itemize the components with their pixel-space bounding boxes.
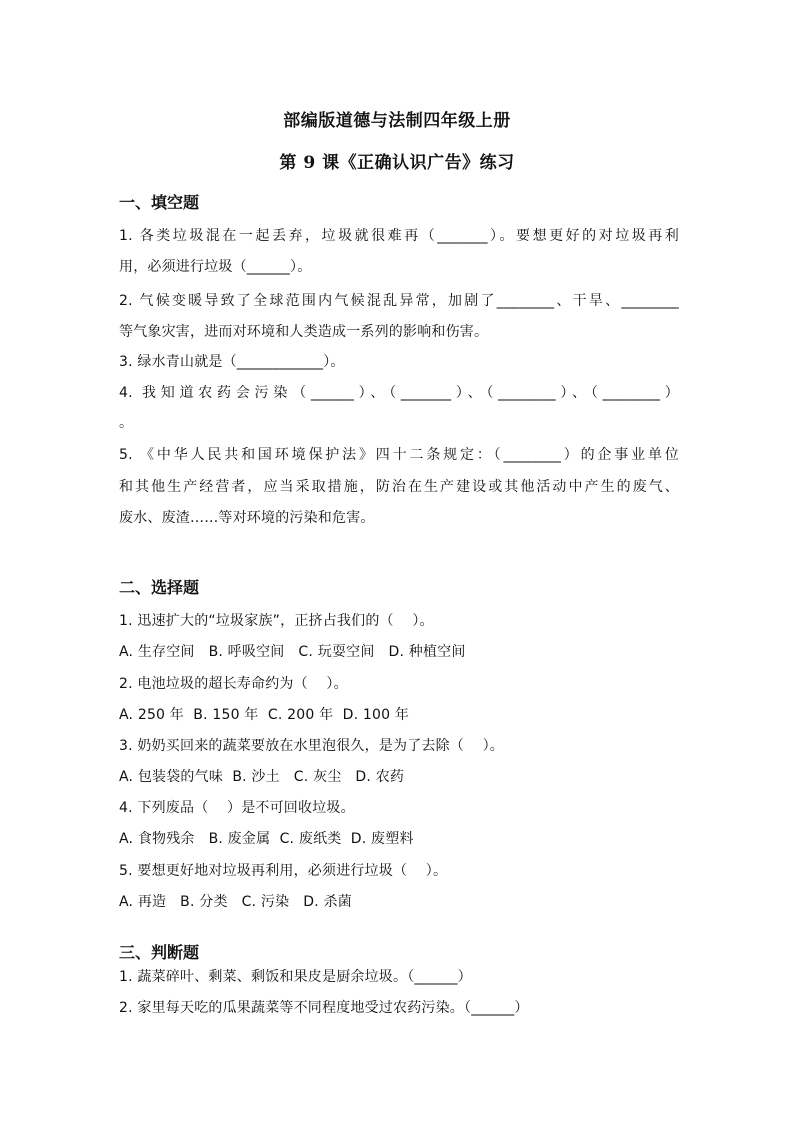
fill-in-line: 5. 《中华人民共和国环境保护法》四十二条规定：（________）的企事业单位: [119, 447, 679, 463]
choice-question: 2. 电池垃圾的超长寿命约为（ ）。: [119, 676, 348, 692]
fill-in-line: 废水、废渣……等对环境的污染和危害。: [119, 510, 375, 526]
fill-in-line: 。: [119, 415, 134, 431]
document-title: 部编版道德与法制四年级上册: [283, 111, 511, 131]
choice-options: A. 食物残余 B. 废金属 C. 废纸类 D. 废塑料: [119, 831, 414, 847]
choice-options: A. 生存空间 B. 呼吸空间 C. 玩耍空间 D. 种植空间: [119, 644, 466, 660]
fill-in-line: 用，必须进行垃圾（______）。: [119, 259, 312, 275]
choice-question: 3. 奶奶买回来的蔬菜要放在水里泡很久，是为了去除（ ）。: [119, 738, 505, 754]
fill-in-line: 等气象灾害，进而对环境和人类造成一系列的影响和伤害。: [119, 324, 489, 340]
choice-options: A. 再造 B. 分类 C. 污染 D. 杀菌: [119, 894, 352, 910]
choice-question: 5. 要想更好地对垃圾再利用，必须进行垃圾（ ）。: [119, 863, 448, 879]
fill-in-line: 和其他生产经营者，应当采取措施，防治在生产建设或其他活动中产生的废气、: [119, 479, 679, 495]
document-subtitle: 第 9 课《正确认识广告》练习: [279, 153, 515, 173]
choice-options: A. 包装袋的气味 B. 沙土 C. 灰尘 D. 农药: [119, 769, 405, 785]
judgement-question: 1. 蔬菜碎叶、剩菜、剩饭和果皮是厨余垃圾。（______）: [119, 969, 472, 985]
fill-in-line: 4. 我知道农药会污染（______）、（_______）、（________）、（________）: [119, 385, 679, 401]
section-multiple-choice-heading: 二、选择题: [119, 578, 200, 597]
section-true-false-heading: 三、判断题: [119, 943, 200, 962]
judgement-question: 2. 家里每天吃的瓜果蔬菜等不同程度地受过农药污染。（______）: [119, 1000, 529, 1016]
choice-question: 4. 下列废品（ ）是不可回收垃圾。: [119, 800, 355, 816]
section-fill-in-heading: 一、填空题: [119, 193, 200, 212]
choice-question: 1. 迅速扩大的“垃圾家族”，正挤占我们的（ ）。: [119, 613, 434, 629]
fill-in-line: 2. 气候变暖导致了全球范围内气候混乱异常，加剧了________、干旱、________: [119, 293, 679, 309]
fill-in-line: 1. 各类垃圾混在一起丢弃，垃圾就很难再（_______）。要想更好的对垃圾再利: [119, 228, 679, 244]
fill-in-line: 3. 绿水青山就是（____________）。: [119, 354, 345, 370]
choice-options: A. 250 年 B. 150 年 C. 200 年 D. 100 年: [119, 707, 410, 723]
